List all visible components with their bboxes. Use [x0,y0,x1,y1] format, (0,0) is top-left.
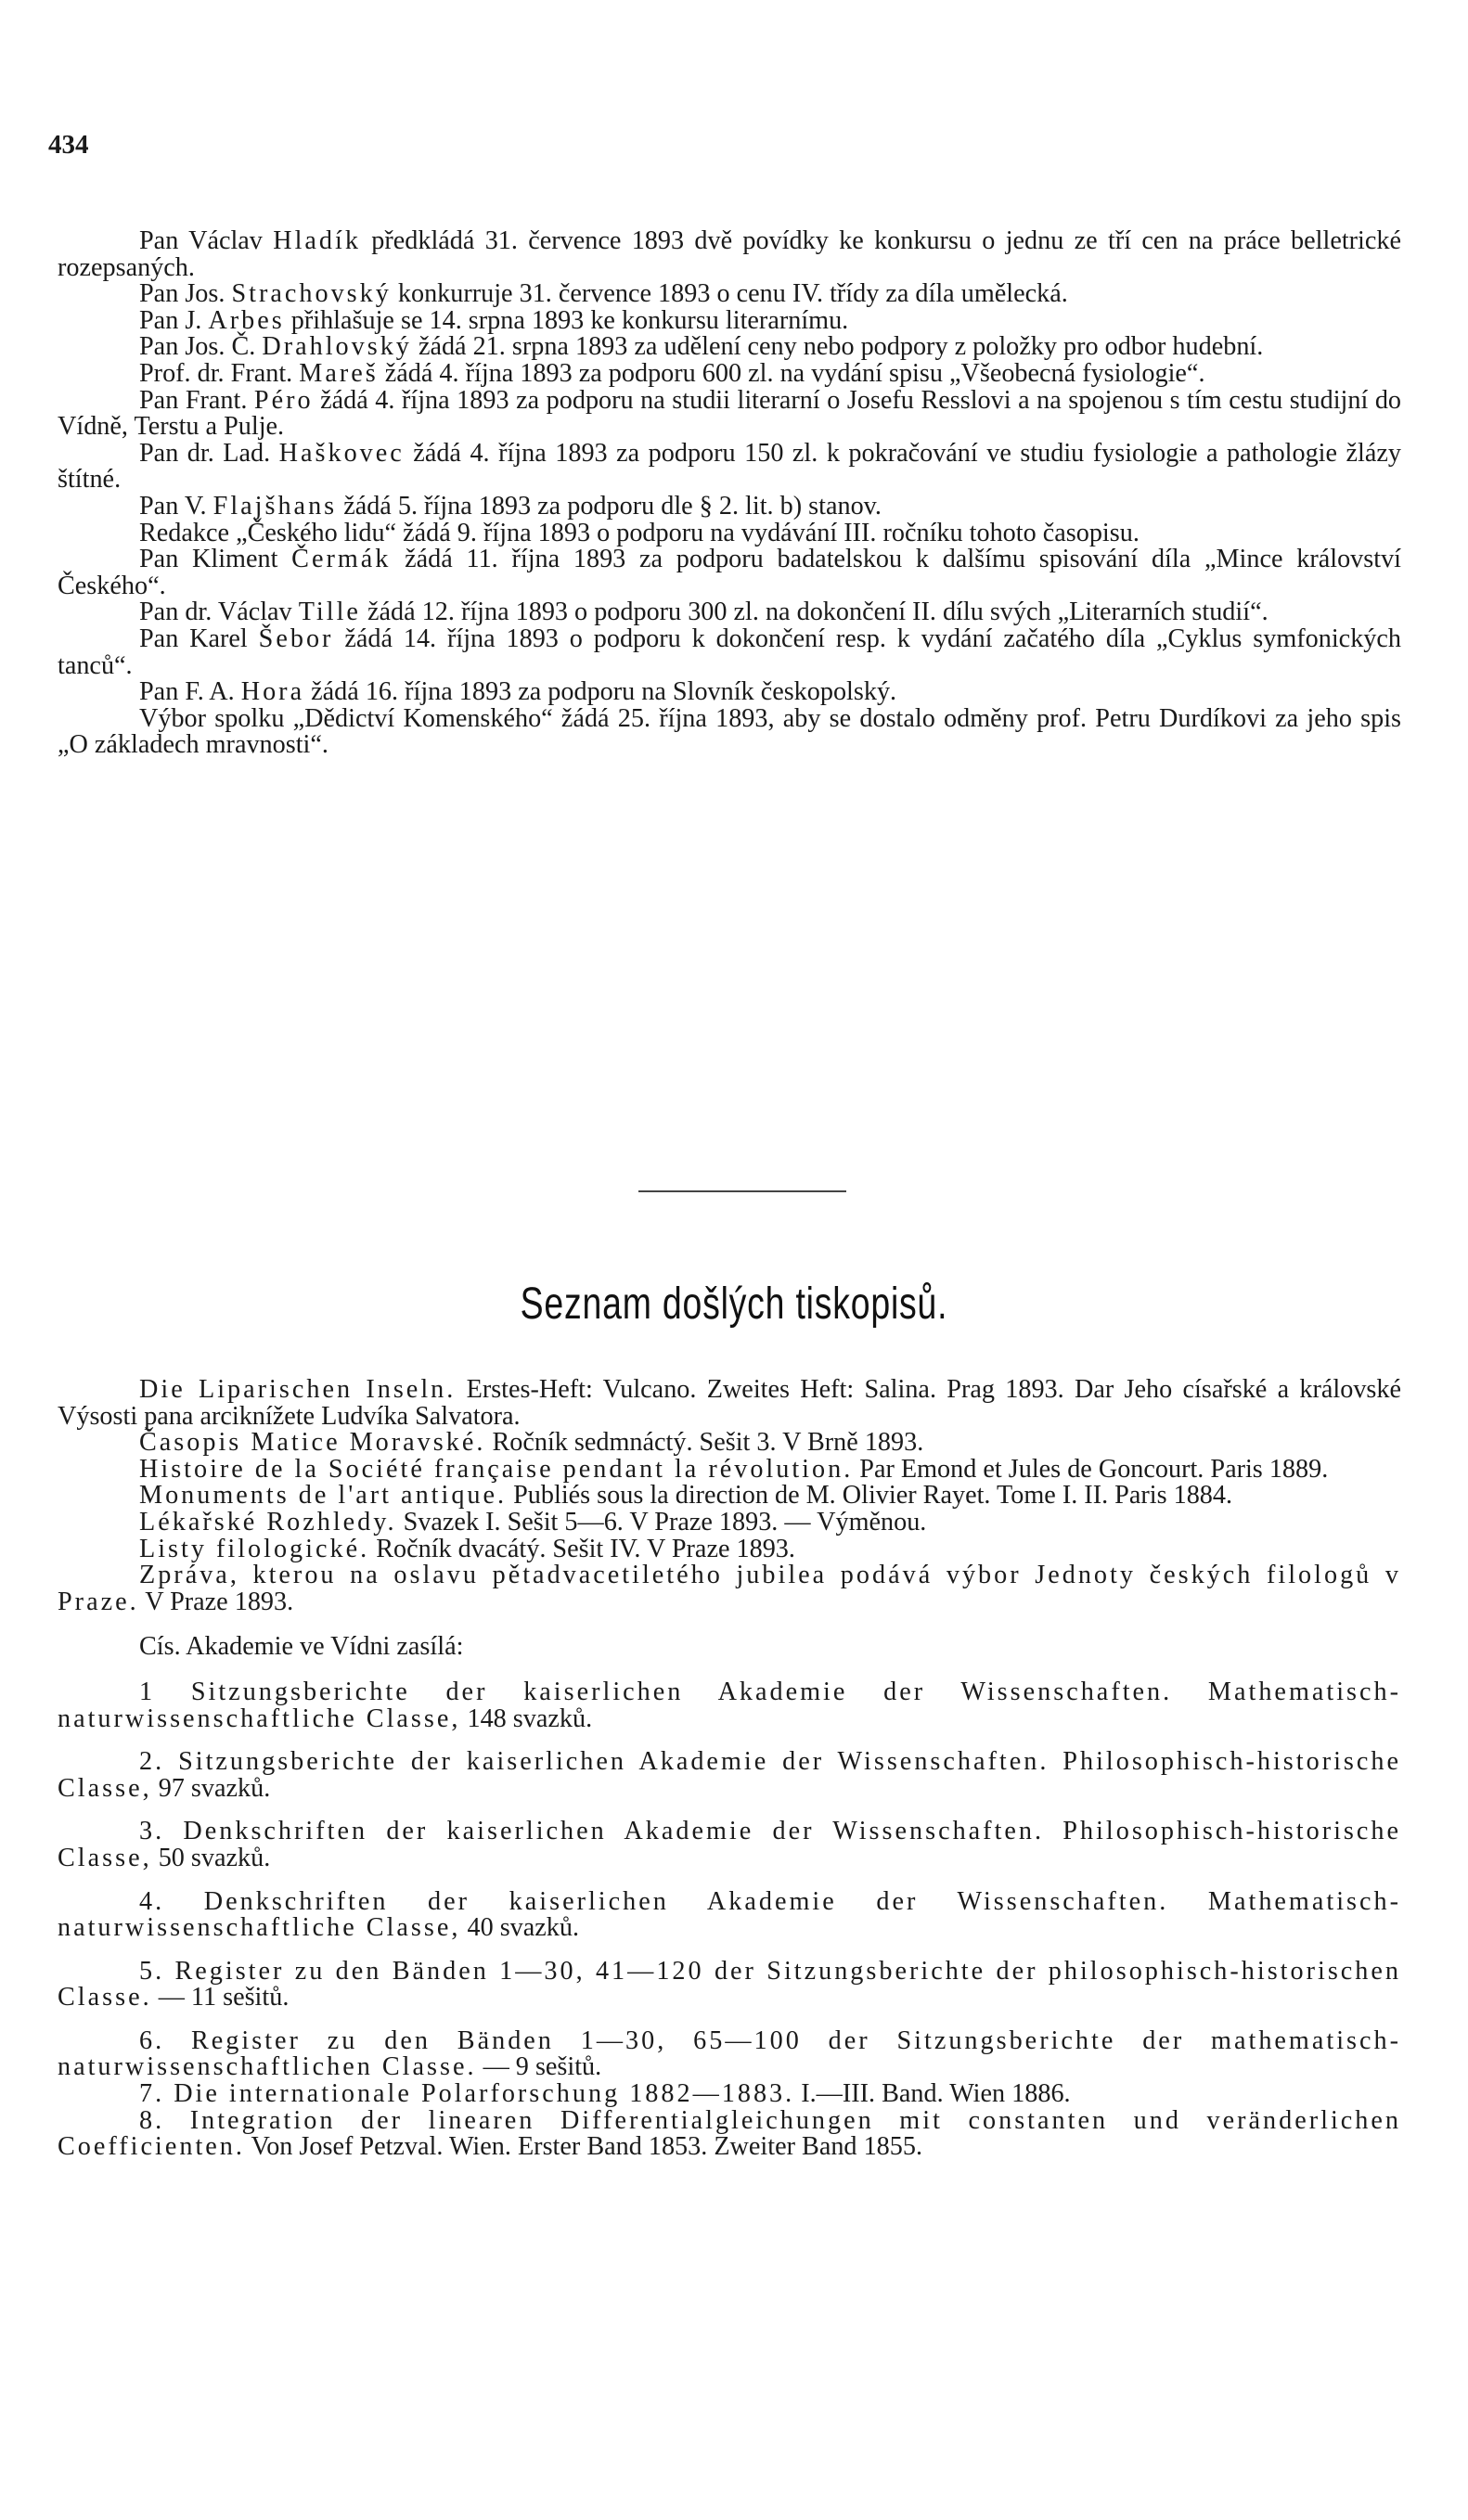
list-item: Pan Jos. Strachovský konkurruje 31. července 1893 o cenu IV. třídy za díla umělecká. [139,279,1068,309]
list-item: Pan Kliment Čermák žádá 11. října 1893 za podporu badatelskou k dalšímu spisování díla „Mince království Českého“. [58,545,1401,600]
received-publications-list [58,1377,1401,2161]
list-item: 4. Denkschriften der kaiserlichen Akademie der Wissenschaften. Mathematisch-naturwissenschaftliche Classe, 40 svazků. [58,1886,1401,1943]
list-item: Pan Jos. Č. Drahlovský žádá 21. srpna 1893 za udělení ceny nebo podpory z položky pro odbor hudební. [139,332,1264,362]
list-item: 5. Register zu den Bänden 1—30, 41—120 der Sitzungsberichte der philosophisch-historischen Classe. — 11 sešitů. [58,1956,1401,2012]
list-item: Pan V. Flajšhans žádá 5. října 1893 za podporu dle § 2. lit. b) stanov. [139,491,882,521]
list-item: Zpráva, kterou na oslavu pětadvacetiletého jubilea podává výbor Jednoty českých filologů v Praze. V Praze 1893. [58,1561,1401,1616]
section-title: Seznam došlých tiskopisů. [520,1279,948,1329]
applications-list [58,228,1401,759]
list-item: 6. Register zu den Bänden 1—30, 65—100 der Sitzungsberichte der mathematisch-naturwissenschaftlichen Classe. — 9 sešitů. [58,2025,1401,2082]
list-item: Časopis Matice Moravské. Ročník sedmnáctý. Sešit 3. V Brně 1893. [139,1428,924,1458]
list-item: Pan Václav Hladík předkládá 31. července 1893 dvě povídky ke konkursu o jednu ze tří cen na práce belletrické rozepsaných. [58,226,1401,282]
list-item: Die Liparischen Inseln. Erstes-Heft: Vulcano. Zweites Heft: Salina. Prag 1893. Dar Jeho císařské a královské Výsosti pana arciknížete Ludvíka Salvatora. [58,1375,1402,1431]
list-item: Monuments de l'art antique. Publiés sous la direction de M. Olivier Rayet. Tome I. II. Paris 1884. [139,1481,1233,1511]
list-item: Pan dr. Lad. Haškovec žádá 4. října 1893 za podporu 150 zl. k pokračování ve studiu fysiologie a pathologie žlázy štítné. [58,438,1401,495]
list-item: Listy filologické. Ročník dvacátý. Sešit IV. V Praze 1893. [139,1534,795,1563]
list-item: Pan Karel Šebor žádá 14. října 1893 o podporu k dokončení resp. k vydání začatého díla „Cyklus symfonických tanců“. [58,624,1401,680]
academy-intro: Cís. Akademie ve Vídni zasílá: [139,1632,464,1662]
page-number: 434 [48,130,89,160]
list-item: Lékařské Rozhledy. Svazek I. Sešit 5—6. V Praze 1893. — Výměnou. [139,1507,927,1536]
list-item: Pan dr. Václav Tille žádá 12. října 1893 o podporu 300 zl. na dokončení II. dílu svých „Literarních studií“. [139,598,1268,627]
list-item: Pan Frant. Péro žádá 4. října 1893 za podporu na studii literarní o Josefu Resslovi a na spojenou s tím cestu studijní do Vídně, Terstu a Pulje. [58,385,1402,442]
list-item: 8. Integration der linearen Differentialgleichungen mit constanten und veränderlichen Coefficienten. Von Josef Petzval. Wien. Erster Band 1853. Zweiter Band 1855. [58,2105,1401,2162]
section-divider [638,1190,846,1192]
list-item: Redakce „Českého lidu“ žádá 9. října 1893 o podporu na vydávání III. ročníku tohoto časopisu. [139,518,1140,547]
list-item: Pan F. A. Hora žádá 16. října 1893 za podporu na Slovník českopolský. [139,677,897,707]
list-item: 7. Die internationale Polarforschung 1882—1883. I.—III. Band. Wien 1886. [139,2079,1071,2109]
list-item: Prof. dr. Frant. Mareš žádá 4. října 1893 za podporu 600 zl. na vydání spisu „Všeobecná fysiologie“. [139,358,1205,388]
list-item: 3. Denkschriften der kaiserlichen Akademie der Wissenschaften. Philosophisch-historische Classe, 50 svazků. [58,1817,1401,1872]
list-item: 2. Sitzungsberichte der kaiserlichen Akademie der Wissenschaften. Philosophisch-historische Classe, 97 svazků. [58,1747,1401,1803]
list-item: Pan J. Arbes přihlašuje se 14. srpna 1893 ke konkursu literarnímu. [139,305,849,335]
list-item: Histoire de la Société française pendant la révolution. Par Emond et Jules de Goncourt. Paris 1889. [139,1454,1329,1484]
list-item: Výbor spolku „Dědictví Komenského“ žádá 25. října 1893, aby se dostalo odměny prof. Petru Durdíkovi za jeho spis „O základech mravnosti“. [58,703,1401,760]
list-item: 1 Sitzungsberichte der kaiserlichen Akademie der Wissenschaften. Mathematisch-naturwissenschaftliche Classe, 148 svazků. [58,1677,1401,1733]
